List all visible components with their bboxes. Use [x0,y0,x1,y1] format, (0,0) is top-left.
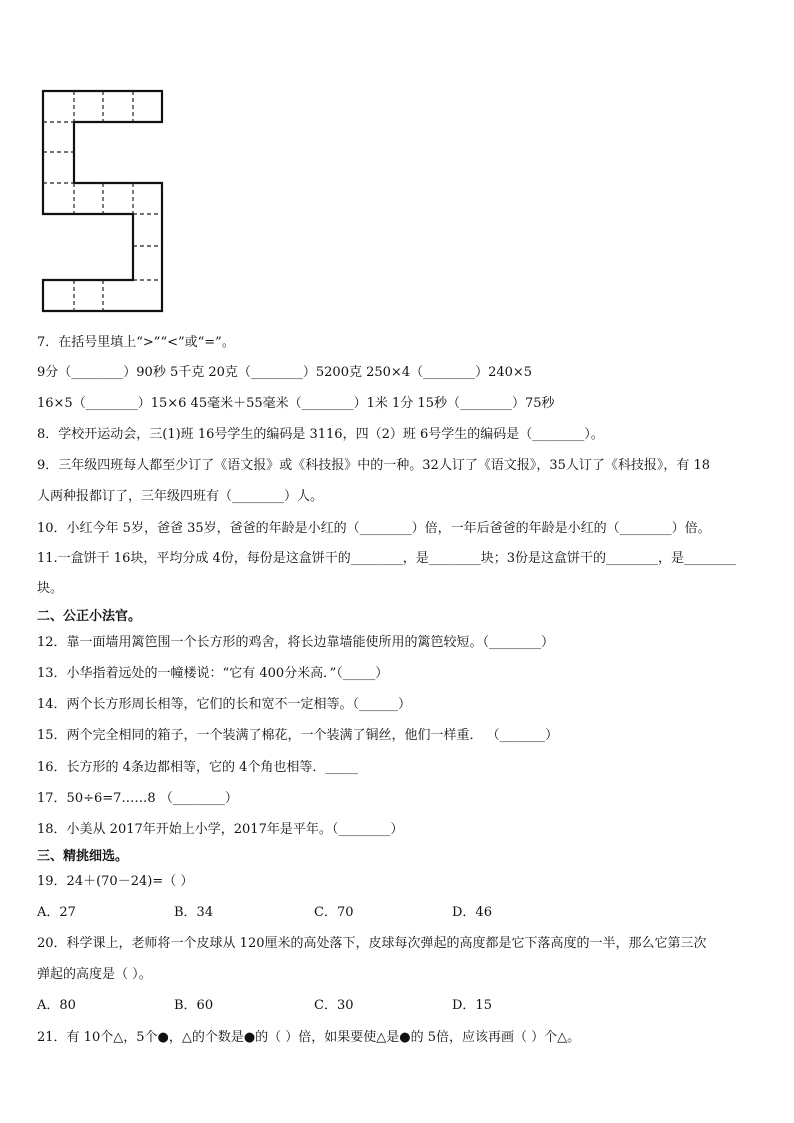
q20-options [37,997,492,1015]
q10: 10．小红今年 5岁，爸爸 35岁，爸爸的年龄是小红的（________）倍，一年后爸爸的年龄是小红的（________）倍。 [37,521,711,536]
q20-line-1: 20．科学课上，老师将一个皮球从 120厘米的高处落下，皮球每次弹起的高度都是它下落高度的一半，那么它第三次 [37,936,707,951]
q17: 17．50÷6=7……8 （________） [37,791,238,806]
q19-option-b: B．34 [174,905,214,920]
q16: 16．长方形的 4条边都相等，它的 4个角也相等．_____ [37,760,358,775]
q8: 8．学校开运动会，三(1)班 16号学生的编码是 3116，四（2）班 6号学生的编码是（________）。 [37,427,604,442]
q20-line-2: 弹起的高度是（ ）。 [37,967,152,982]
q19-options [37,904,492,922]
q7-title: 7．在括号里填上“>”“<”或“=”。 [37,335,235,350]
q20-option-c: C．30 [314,998,354,1013]
q11-line-2: 块。 [37,581,64,596]
q20-option-a: A．80 [37,998,76,1013]
section-2-heading: 二、公正小法官。 [37,609,142,624]
s-shape-figure [38,86,168,316]
q13: 13．小华指着远处的一幢楼说：“它有 400分米高．”（_____） [37,666,389,681]
q19-option-c: C．70 [314,905,354,920]
q12: 12．靠一面墙用篱笆围一个长方形的鸡舍，将长边靠墙能使所用的篱笆较短。（________） [37,635,555,650]
q19: 19．24＋(70－24)=（ ） [37,874,194,889]
q18: 18．小美从 2017年开始上小学，2017年是平年。（________） [37,822,404,837]
q7-row-1: 9分（________）90秒 5千克 20克（________）5200克 250×4（________）240×5 [37,365,533,380]
q15: 15．两个完全相同的箱子，一个装满了棉花，一个装满了铜丝，他们一样重． （_______） [37,728,559,743]
q21: 21．有 10个△，5个●，△的个数是●的（ ）倍，如果要使△是●的 5倍，应该再画（ ）个△。 [37,1030,581,1045]
q20-option-b: B．60 [174,998,214,1013]
q20-option-d: D．15 [452,998,492,1013]
q9-line-2: 人两种报都订了，三年级四班有（________）人。 [37,489,324,504]
q11-line-1: 11.一盒饼干 16块，平均分成 4份，每份是这盒饼干的________，是________块；3份是这盒饼干的________，是________ [37,551,737,566]
q9-line-1: 9．三年级四班每人都至少订了《语文报》或《科技报》中的一种。32人订了《语文报》，35人订了《科技报》，有 18 [37,458,711,473]
q7-row-2: 16×5（________）15×6 45毫米＋55毫米（________）1米 1分 15秒（________）75秒 [37,396,555,411]
q14: 14．两个长方形周长相等，它们的长和宽不一定相等。（______） [37,697,412,712]
q19-option-d: D．46 [452,905,492,920]
q19-option-a: A．27 [37,905,76,920]
section-3-heading: 三、精挑细选。 [37,849,129,864]
